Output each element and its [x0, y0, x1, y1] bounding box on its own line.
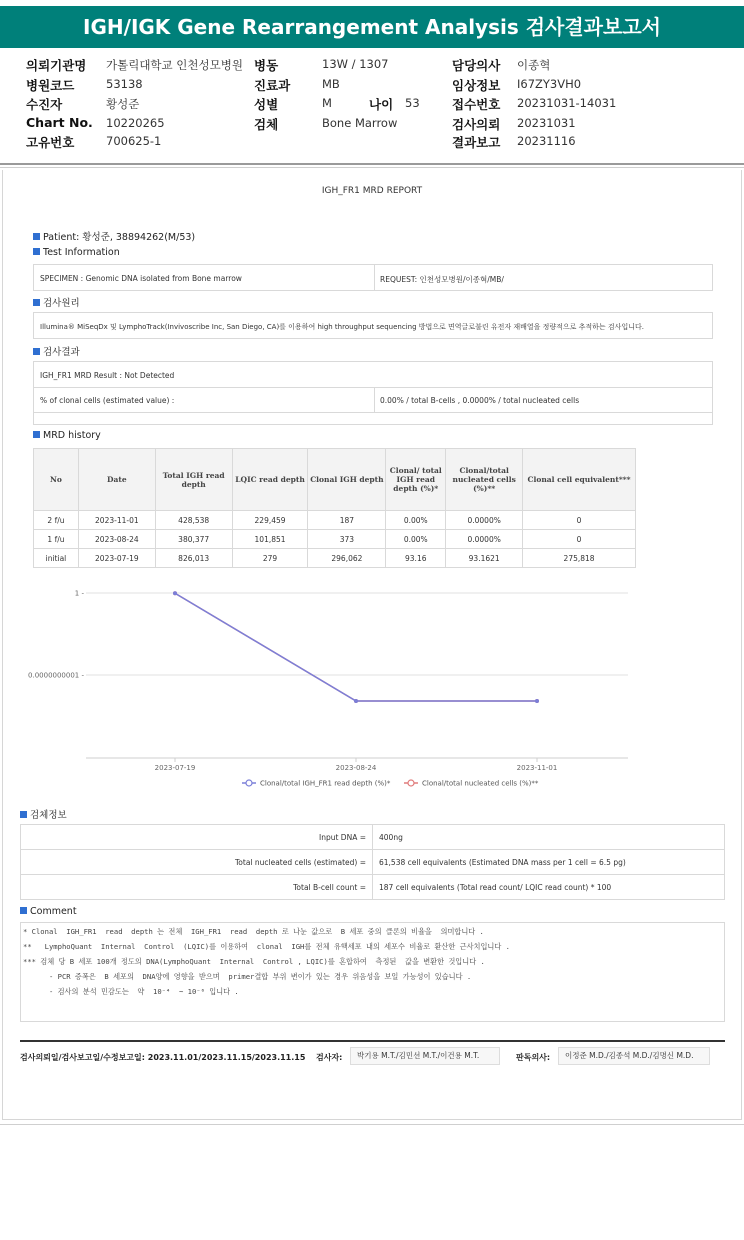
column-header: Total IGH read depth	[155, 449, 232, 511]
table-cell: 380,377	[155, 530, 232, 549]
patient-header	[0, 52, 744, 162]
principle-text: Illumina® MiSeqDx 및 LymphoTrack(Invivoscribe Inc, San Diego, CA)를 이용하여 high throughput sequencing 방법으로 면역글로불린 유전자 재배열을 정량적으로 추적하는 검사입니다.	[40, 323, 644, 331]
table-row	[21, 875, 725, 900]
result-box	[33, 361, 713, 425]
header-value: I67ZY3VH0	[517, 77, 582, 91]
reader-label: 판독의사:	[516, 1053, 551, 1062]
comment-line: *** 검체 당 B 세포 100개 정도의 DNA(LymphoQuant Internal Control , LQIC)를 혼합하여 측정된 값을 변환한 것입니다 .	[23, 957, 485, 966]
header-label: 검체	[254, 117, 279, 132]
series-line	[175, 593, 537, 701]
bullet-icon	[33, 299, 40, 306]
header-label: 결과보고	[452, 135, 501, 150]
comment-line: - 검사의 분석 민감도는 약 10⁻⁴ ~ 10⁻⁶ 입니다 .	[23, 987, 239, 996]
table-cell: 279	[232, 549, 308, 568]
header-value: 10220265	[106, 116, 165, 130]
page-bottom-line	[0, 1124, 744, 1125]
header-value: 53138	[106, 77, 143, 91]
table-cell: 0.0000%	[446, 530, 523, 549]
comment-line: - PCR 증폭은 B 세포의 DNA양에 영향을 받으며 primer결합 부위 변이가 있는 경우 위음성을 보일 가능성이 있습니다 .	[23, 972, 472, 981]
table-cell: 187	[308, 511, 386, 530]
section-heading: 검사원리	[43, 298, 80, 309]
info-value: 400ng	[373, 825, 725, 850]
table-cell: 2023-08-24	[78, 530, 155, 549]
table-cell: 0.0000%	[446, 511, 523, 530]
section-heading: Test Information	[43, 247, 120, 258]
cell-divider	[374, 388, 375, 412]
comment-line: ** LymphoQuant Internal Control (LQIC)를 이용하여 clonal IGH를 전체 유핵세포 내의 세포수 비율로 환산한 근사치입니다 .	[23, 942, 510, 951]
data-point	[354, 699, 358, 703]
y-tick-label: 0.0000000001 -	[28, 671, 84, 680]
section-result	[33, 344, 80, 358]
table-cell: 229,459	[232, 511, 308, 530]
section-heading: 검체정보	[30, 810, 67, 821]
header-label: Chart No.	[26, 115, 93, 130]
info-value: 187 cell equivalents (Total read count/ LQIC read count) * 100	[373, 875, 725, 900]
data-point	[173, 591, 177, 595]
header-label: 수진자	[26, 97, 63, 112]
comment-line: * Clonal IGH_FR1 read depth 는 전체 IGH_FR1 read depth 로 나눈 값으로 B 세포 중의 클론의 비율을 의미합니다 .	[23, 927, 484, 936]
data-point	[535, 699, 539, 703]
section-test-information	[33, 247, 120, 258]
bullet-icon	[20, 811, 27, 818]
header-value: 이종혁	[517, 58, 551, 72]
column-header: Clonal/total nucleated cells (%)**	[446, 449, 523, 511]
tester-names: 박기용 M.T./김민선 M.T./이건용 M.T.	[350, 1047, 500, 1065]
header-divider-thin	[0, 167, 744, 168]
footer-divider	[20, 1040, 725, 1042]
header-value: M	[322, 96, 332, 110]
table-cell: 296,062	[308, 549, 386, 568]
column-header: No	[34, 449, 79, 511]
column-header: Clonal cell equivalent***	[523, 449, 636, 511]
header-value: 20231031-14031	[517, 96, 617, 110]
section-principle	[33, 295, 80, 309]
header-label: 병동	[254, 58, 279, 73]
legend-label: Clonal/total IGH_FR1 read depth (%)*	[260, 779, 391, 788]
column-header: Clonal IGH depth	[308, 449, 386, 511]
report-title: IGH_FR1 MRD REPORT	[321, 186, 423, 196]
mrd-line-chart	[18, 578, 638, 793]
bullet-icon	[20, 907, 27, 914]
table-cell: 0	[523, 530, 636, 549]
info-value: 61,538 cell equivalents (Estimated DNA mass per 1 cell = 6.5 pg)	[373, 850, 725, 875]
table-header-row	[34, 449, 636, 511]
header-divider	[0, 163, 744, 165]
table-row	[21, 850, 725, 875]
table-row	[34, 549, 636, 568]
table-cell: 2023-11-01	[78, 511, 155, 530]
principle-box	[33, 312, 713, 339]
patient-line	[33, 229, 195, 243]
info-key: Input DNA =	[21, 825, 373, 850]
header-label: 검사의뢰	[452, 117, 501, 132]
table-cell: 1 f/u	[34, 530, 79, 549]
section-mrd-history	[33, 430, 101, 441]
tester-label: 검사자:	[316, 1053, 343, 1062]
clonal-label: % of clonal cells (estimated value) :	[40, 396, 175, 405]
header-value: Bone Marrow	[322, 116, 398, 130]
header-label: 접수번호	[452, 97, 501, 112]
y-tick-label: 1 -	[74, 589, 84, 598]
cell-divider	[374, 265, 375, 290]
table-cell: 2023-07-19	[78, 549, 155, 568]
bullet-icon	[33, 348, 40, 355]
x-tick-label: 2023-11-01	[516, 764, 558, 772]
x-tick-label: 2023-07-19	[154, 764, 196, 772]
section-heading: MRD history	[43, 430, 101, 441]
bullet-icon	[33, 233, 40, 240]
table-cell: 93.1621	[446, 549, 523, 568]
header-label: 성별	[254, 97, 279, 112]
table-row	[21, 825, 725, 850]
column-header: LQIC read depth	[232, 449, 308, 511]
header-value: MB	[322, 77, 340, 91]
table-cell: 0.00%	[386, 511, 446, 530]
header-label: 의뢰기관명	[26, 58, 87, 73]
specimen-info-table	[20, 824, 725, 900]
report-banner-title: IGH/IGK Gene Rearrangement Analysis 검사결과보고서	[0, 6, 744, 48]
header-label: 임상정보	[452, 78, 501, 93]
mrd-history-table	[33, 448, 636, 568]
table-cell: 826,013	[155, 549, 232, 568]
x-tick-label: 2023-08-24	[335, 764, 377, 772]
bullet-icon	[33, 431, 40, 438]
header-value: 황성준	[106, 97, 140, 111]
report-dates: 검사의뢰일/검사보고일/수정보고일: 2023.11.01/2023.11.15/2023.11.15	[20, 1053, 306, 1062]
comment-box	[20, 922, 725, 1022]
table-cell: 428,538	[155, 511, 232, 530]
header-value: 13W / 1307	[322, 57, 389, 71]
patient-text: Patient: 황성준, 38894262(M/53)	[43, 232, 196, 243]
column-header: Date	[78, 449, 155, 511]
header-value: 20231031	[517, 116, 576, 130]
column-header: Clonal/ total IGH read depth (%)*	[386, 449, 446, 511]
specimen-text: SPECIMEN : Genomic DNA isolated from Bone marrow	[40, 274, 242, 283]
header-value: 가톨릭대학교 인천성모병원	[106, 58, 243, 72]
table-cell: 93.16	[386, 549, 446, 568]
table-cell: 275,818	[523, 549, 636, 568]
legend-marker	[408, 780, 414, 786]
legend-label: Clonal/total nucleated cells (%)**	[422, 779, 539, 788]
header-label: 담당의사	[452, 58, 501, 73]
header-value: 700625-1	[106, 134, 162, 148]
request-text: REQUEST: 인천성모병원/이종혁/MB/	[380, 275, 504, 284]
header-label: 고유번호	[26, 135, 75, 150]
legend-marker	[246, 780, 252, 786]
table-cell: 101,851	[232, 530, 308, 549]
row-divider	[34, 412, 712, 413]
section-specimen-info	[20, 807, 67, 821]
table-row	[34, 511, 636, 530]
series-line	[175, 593, 537, 701]
row-divider	[34, 387, 712, 388]
bullet-icon	[33, 248, 40, 255]
header-value: 20231116	[517, 134, 576, 148]
section-heading: Comment	[30, 906, 77, 917]
info-key: Total B-cell count =	[21, 875, 373, 900]
test-info-box	[33, 264, 713, 291]
header-label: 나이	[369, 97, 394, 112]
header-label: 병원코드	[26, 78, 75, 93]
table-cell: 373	[308, 530, 386, 549]
header-value: 53	[405, 96, 420, 110]
mrd-result-text: IGH_FR1 MRD Result : Not Detected	[40, 371, 175, 380]
clonal-value: 0.00% / total B-cells , 0.0000% / total nucleated cells	[380, 396, 580, 405]
header-label: 진료과	[254, 78, 291, 93]
reader-names: 이정준 M.D./김종석 M.D./김명신 M.D.	[558, 1047, 710, 1065]
table-cell: 0.00%	[386, 530, 446, 549]
table-row	[34, 530, 636, 549]
table-cell: initial	[34, 549, 79, 568]
info-key: Total nucleated cells (estimated) =	[21, 850, 373, 875]
section-comment	[20, 906, 77, 917]
section-heading: 검사결과	[43, 347, 80, 358]
table-cell: 2 f/u	[34, 511, 79, 530]
table-cell: 0	[523, 511, 636, 530]
